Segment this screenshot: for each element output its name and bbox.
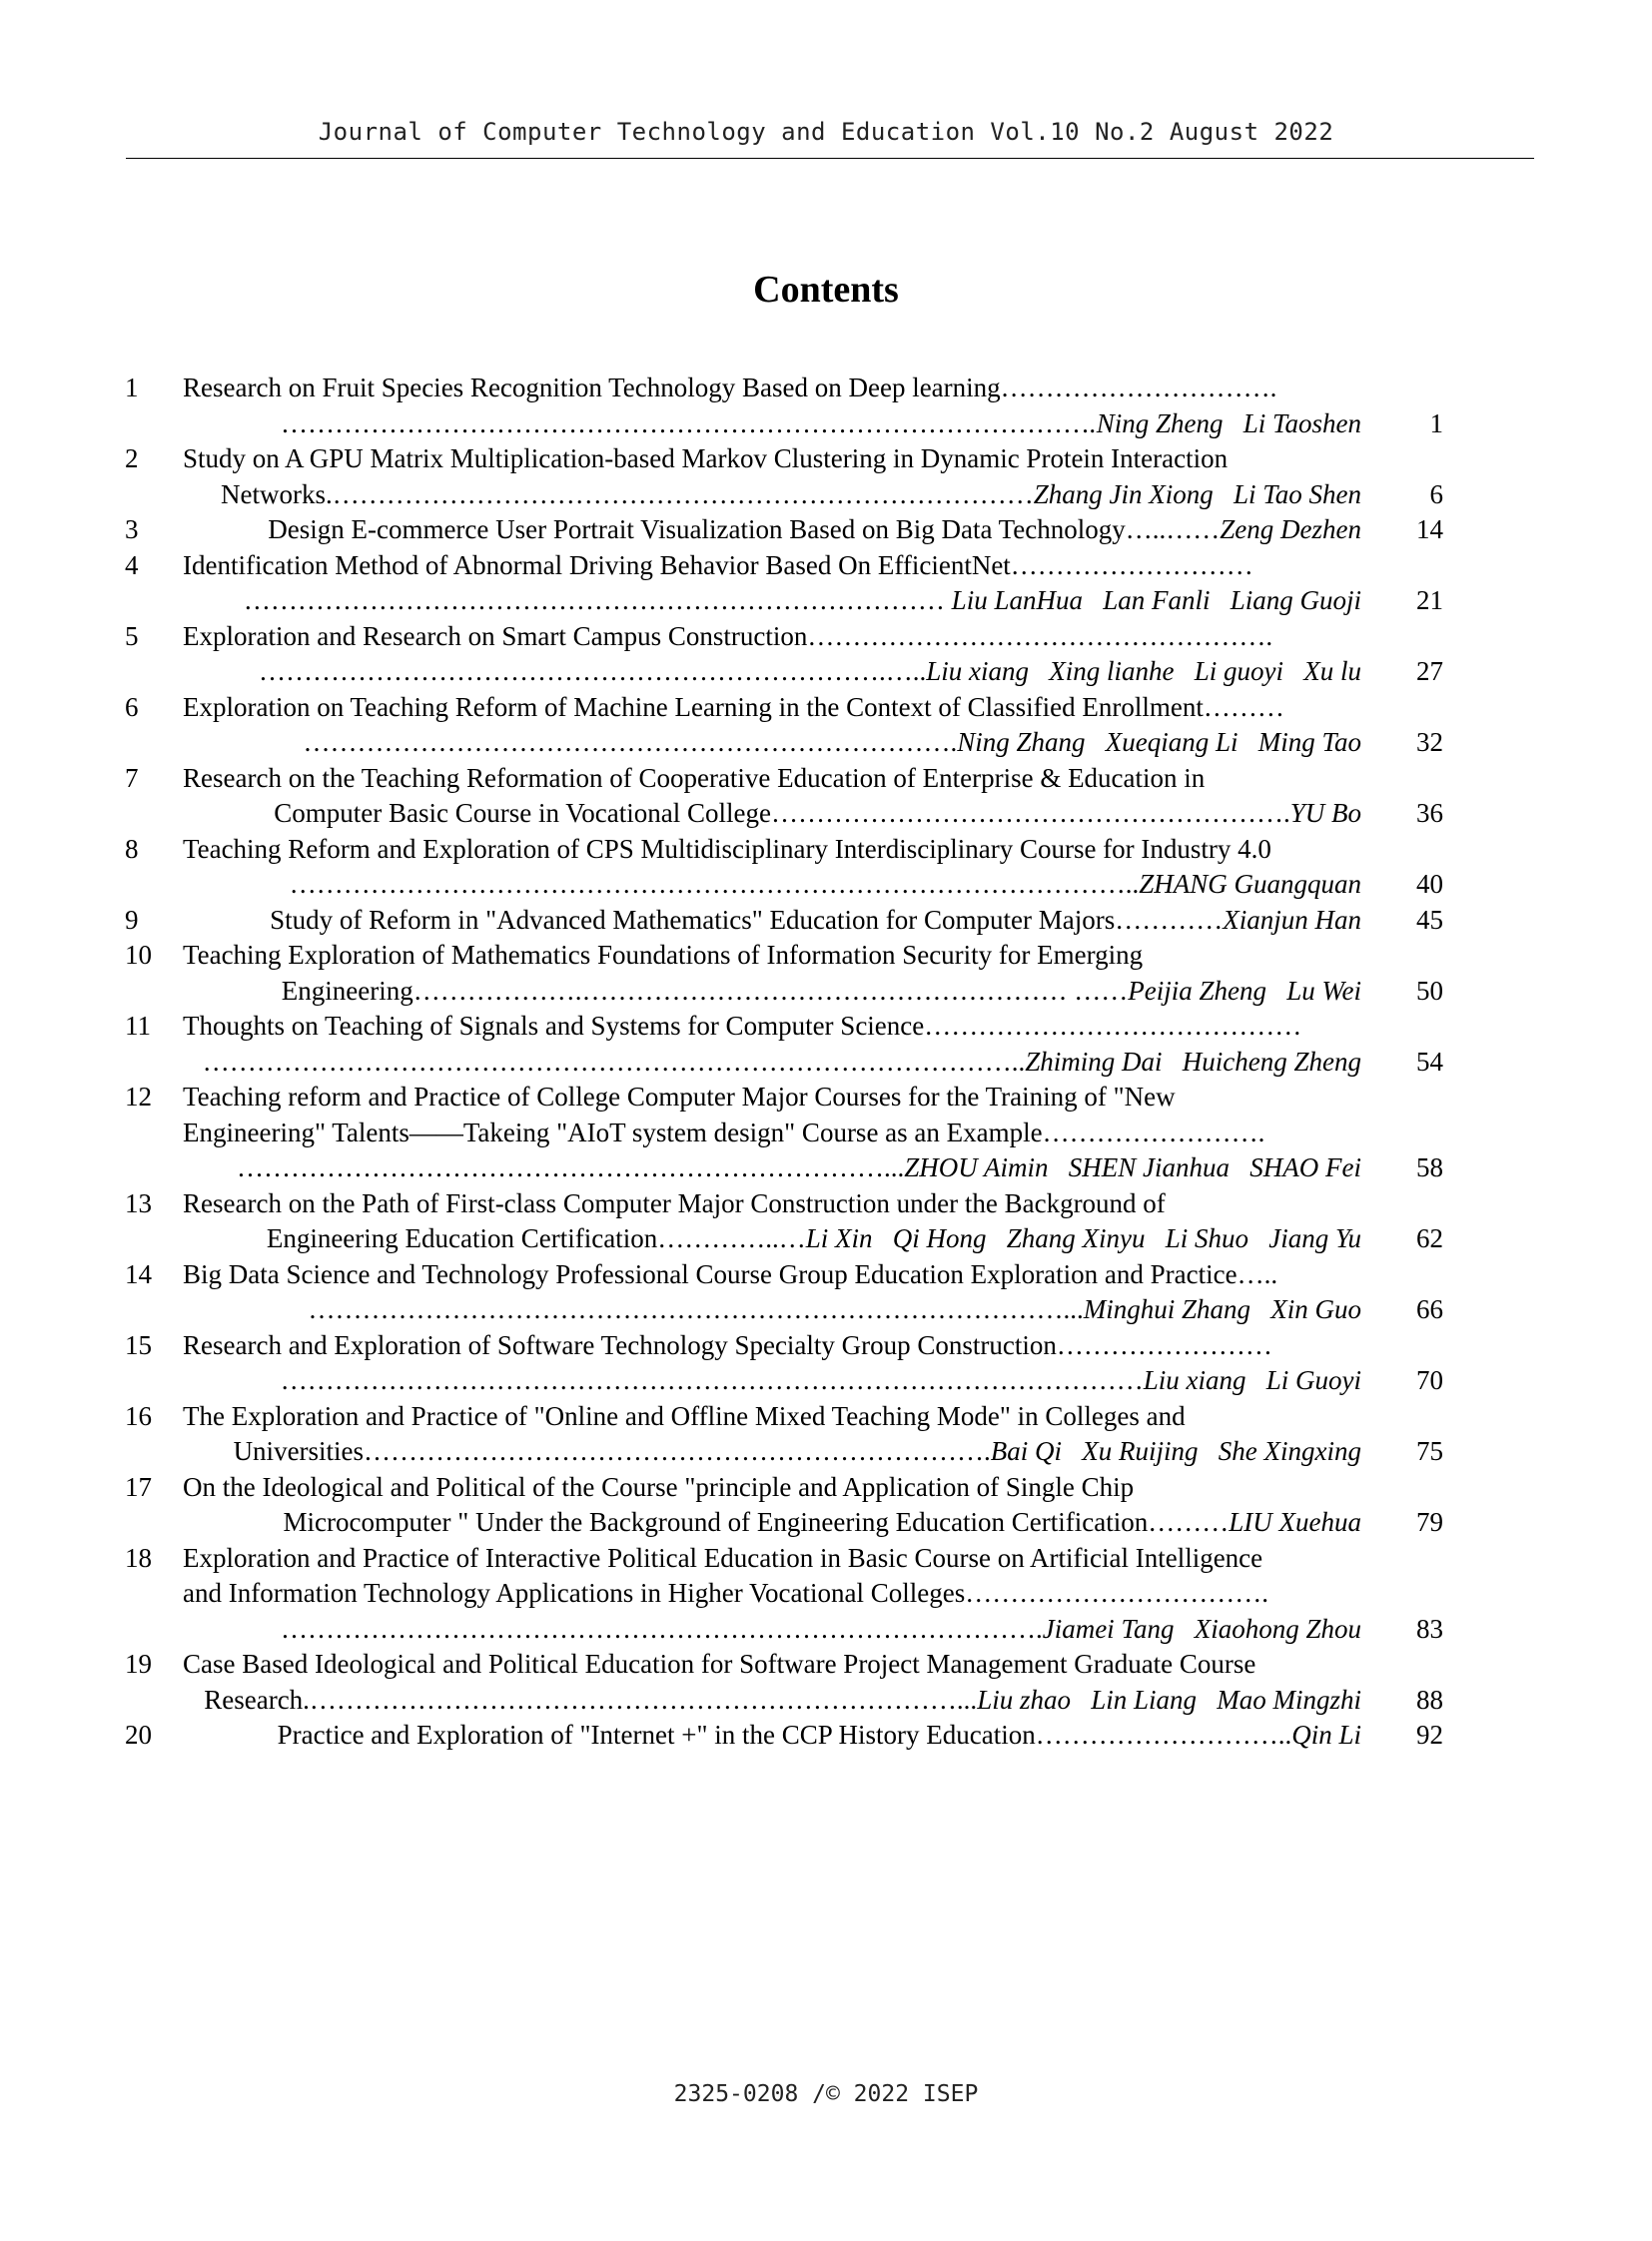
page-footer: 2325-0208 /© 2022 ISEP <box>673 2081 979 2107</box>
toc-entry-final-line <box>125 1505 1443 1541</box>
entry-title-line: and Information Technology Applications in Higher Vocational Colleges……………………………. <box>183 1578 1268 1608</box>
toc-line <box>125 832 1443 868</box>
entry-tail <box>270 903 1361 939</box>
entry-title-tail: ………………………………………………………………. <box>303 727 958 757</box>
entry-title-line: Exploration and Practice of Interactive Political Education in Basic Course on Artificial Intelligence <box>183 1542 1263 1573</box>
entry-page-number: 58 <box>1416 1152 1443 1182</box>
header-rule <box>126 158 1534 159</box>
entry-title-tail: …………………………………………………………………………………… <box>280 1365 1144 1395</box>
entry-tail <box>244 583 1361 619</box>
entry-page-number: 54 <box>1416 1046 1443 1077</box>
entry-authors: Minghui Zhang Xin Guo <box>1083 1294 1361 1324</box>
entry-page-number: 40 <box>1416 869 1443 899</box>
toc-entry-final-line <box>125 1150 1443 1186</box>
entry-number: 9 <box>125 904 139 935</box>
toc-line <box>125 619 1443 655</box>
entry-title-tail: …………………………………………………………….….. <box>259 656 927 686</box>
toc-entry-final-line <box>125 512 1443 548</box>
entry-number: 18 <box>125 1542 152 1573</box>
entry-page-number: 32 <box>1416 727 1443 757</box>
entry-tail <box>234 1434 1361 1470</box>
entry-number: 10 <box>125 940 152 970</box>
entry-authors: YU Bo <box>1289 798 1361 828</box>
toc-line <box>125 938 1443 974</box>
toc-entry-final-line <box>125 903 1443 939</box>
entry-title-tail: Microcomputer " Under the Background of Engineering Education Certification……… <box>283 1507 1230 1537</box>
entry-number: 2 <box>125 443 139 473</box>
entry-page-number: 36 <box>1416 798 1443 828</box>
entry-page-number: 79 <box>1416 1507 1443 1537</box>
toc-line <box>125 1576 1443 1612</box>
entry-number: 1 <box>125 373 139 402</box>
entry-number: 15 <box>125 1329 152 1360</box>
entry-number: 14 <box>125 1258 152 1289</box>
running-head: Journal of Computer Technology and Education Vol.10 No.2 August 2022 <box>318 118 1334 146</box>
toc-entry-final-line <box>125 1221 1443 1257</box>
entry-title-line: Engineering" Talents——Takeing "AIoT system design" Course as an Example……………………. <box>183 1117 1265 1147</box>
entry-title-line: Teaching Reform and Exploration of CPS Multidisciplinary Interdisciplinary Course for Industry 4.0 <box>183 833 1271 864</box>
entry-title-tail: ………………………………………………………………………………….. <box>289 869 1140 899</box>
entry-tail <box>308 1292 1361 1328</box>
toc-entry-final-line <box>125 1363 1443 1399</box>
entry-title-line: On the Ideological and Political of the Course "principle and Application of Single Chip <box>183 1471 1135 1502</box>
toc-line <box>125 1186 1443 1222</box>
toc-entry-final-line <box>125 583 1443 619</box>
entry-tail <box>284 1505 1362 1541</box>
toc-line <box>125 1541 1443 1577</box>
entry-number: 16 <box>125 1400 152 1431</box>
toc-line <box>125 1328 1443 1364</box>
entry-page-number: 14 <box>1416 514 1443 544</box>
entry-authors: Li Xin Qi Hong Zhang Xinyu Li Shuo Jiang Yu <box>805 1223 1361 1253</box>
entry-authors: Liu zhao Lin Liang Mao Mingzhi <box>977 1684 1361 1715</box>
entry-number: 20 <box>125 1720 152 1750</box>
entry-number: 8 <box>125 833 139 864</box>
entry-authors: ZHANG Guangquan <box>1139 869 1361 899</box>
entry-page-number: 92 <box>1416 1720 1443 1750</box>
entry-number: 7 <box>125 762 139 793</box>
entry-title-tail: …………………………………………………………………………. <box>280 1613 1043 1644</box>
entry-title-line: Exploration and Research on Smart Campus Construction……………………………………………. <box>183 620 1273 651</box>
toc-entry-final-line <box>125 796 1443 832</box>
entry-tail <box>278 1718 1361 1754</box>
entry-title-tail: ……………………………………………………………………………….. <box>202 1046 1026 1077</box>
entry-tail <box>204 1683 1361 1719</box>
toc-entry-final-line <box>125 725 1443 761</box>
entry-title-line: Thoughts on Teaching of Signals and Systems for Computer Science…………………………………… <box>183 1011 1302 1041</box>
entry-authors: .Ning Zheng Li Taoshen <box>1089 407 1361 438</box>
entry-tail <box>281 1363 1361 1399</box>
entry-title-tail: Engineering……………….……………………………………………… …… <box>281 975 1129 1006</box>
entry-authors: Ning Zhang Xueqiang Li Ming Tao <box>957 727 1361 757</box>
entry-authors: Jiamei Tang Xiaohong Zhou <box>1042 1613 1361 1644</box>
entry-tail <box>290 867 1361 903</box>
entry-tail <box>281 406 1361 442</box>
entry-number: 19 <box>125 1649 152 1679</box>
toc-line <box>125 371 1443 406</box>
entry-title-tail: Universities……………………………………………………………. <box>233 1436 991 1466</box>
entry-page-number: 62 <box>1416 1223 1443 1253</box>
entry-page-number: 70 <box>1416 1365 1443 1395</box>
entry-title-tail: Research.………………………………………………………………... <box>204 1684 978 1715</box>
toc-line <box>125 761 1443 797</box>
table-of-contents <box>125 371 1443 1754</box>
entry-page-number: 6 <box>1429 478 1443 509</box>
entry-authors: Xianjun Han <box>1223 904 1361 935</box>
entry-authors: Zhang Jin Xiong Li Tao Shen <box>1033 478 1361 509</box>
toc-entry-final-line <box>125 1612 1443 1648</box>
entry-page-number: 66 <box>1416 1294 1443 1324</box>
entry-page-number: 27 <box>1416 656 1443 686</box>
entry-title-line: Study on A GPU Matrix Multiplication-based Markov Clustering in Dynamic Protein Interaction <box>183 443 1229 473</box>
entry-tail <box>237 1150 1361 1186</box>
entry-tail <box>267 1221 1361 1257</box>
entry-authors: Liu LanHua Lan Fanli Liang Guoji <box>944 585 1361 615</box>
entry-number: 6 <box>125 691 139 722</box>
entry-authors: Zhiming Dai Huicheng Zheng <box>1025 1046 1361 1077</box>
toc-line <box>125 1257 1443 1293</box>
entry-title-tail: Networks.…………………………………………………………………… <box>220 478 1034 509</box>
entry-title-line: The Exploration and Practice of "Online and Offline Mixed Teaching Mode" in Colleges and <box>183 1400 1186 1431</box>
entry-authors: LIU Xuehua <box>1229 1507 1361 1537</box>
entry-authors: Bai Qi Xu Ruijing She Xingxing <box>990 1436 1361 1466</box>
entry-authors: Liu xiang Li Guoyi <box>1143 1365 1361 1395</box>
entry-number: 3 <box>125 514 139 544</box>
entry-page-number: 83 <box>1416 1613 1443 1644</box>
toc-entry-final-line <box>125 1292 1443 1328</box>
entry-title-line: Exploration on Teaching Reform of Machine Learning in the Context of Classified Enrollment……… <box>183 691 1284 722</box>
entry-title-line: Teaching Exploration of Mathematics Foundations of Information Security for Emerging <box>183 940 1144 970</box>
entry-title-tail: …………………………………………………………………… <box>243 585 945 615</box>
toc-line <box>125 1647 1443 1683</box>
entry-authors: Zeng Dezhen <box>1220 514 1361 544</box>
toc-entry-final-line <box>125 477 1443 513</box>
toc-line <box>125 1116 1443 1151</box>
entry-page-number: 45 <box>1416 904 1443 935</box>
entry-title-tail: Engineering Education Certification…………..… <box>266 1223 806 1253</box>
entry-tail <box>259 654 1361 690</box>
toc-entry-final-line <box>125 1683 1443 1719</box>
toc-entry-final-line <box>125 1718 1443 1754</box>
toc-line <box>125 1470 1443 1506</box>
entry-title-tail: Study of Reform in "Advanced Mathematics" Education for Computer Majors………… <box>270 904 1224 935</box>
entry-tail <box>274 796 1361 832</box>
entry-tail <box>303 725 1361 761</box>
toc-entry-final-line <box>125 654 1443 690</box>
toc-line <box>125 1080 1443 1116</box>
entry-title-line: Case Based Ideological and Political Education for Software Project Management Graduate Course <box>183 1649 1256 1679</box>
entry-authors: Peijia Zheng Lu Wei <box>1128 975 1361 1006</box>
toc-line <box>125 441 1443 477</box>
entry-title-line: Identification Method of Abnormal Driving Behavior Based On EfficientNet……………………… <box>183 549 1253 580</box>
entry-authors: ZHOU Aimin SHEN Jianhua SHAO Fei <box>904 1152 1361 1182</box>
entry-tail <box>221 477 1361 513</box>
entry-number: 4 <box>125 549 139 580</box>
entry-title-tail: …………………………………………………………………………... <box>308 1294 1084 1324</box>
entry-title-line: Research and Exploration of Software Technology Specialty Group Construction…………………… <box>183 1329 1272 1360</box>
toc-entry-final-line <box>125 406 1443 442</box>
toc-entry-final-line <box>125 1045 1443 1081</box>
entry-number: 5 <box>125 620 139 651</box>
toc-entry-final-line <box>125 1434 1443 1470</box>
entry-title-line: Big Data Science and Technology Professional Course Group Education Exploration and Practice….. <box>183 1258 1278 1289</box>
entry-number: 11 <box>125 1011 151 1041</box>
toc-line <box>125 1009 1443 1045</box>
contents-title: Contents <box>753 269 899 311</box>
entry-tail <box>203 1045 1361 1081</box>
entry-authors: Qin Li <box>1291 1720 1361 1750</box>
entry-title-line: Research on the Path of First-class Computer Major Construction under the Background of <box>183 1187 1166 1218</box>
toc-entry-final-line <box>125 867 1443 903</box>
entry-title-tail: Computer Basic Course in Vocational College…………………………………………………. <box>274 798 1290 828</box>
entry-number: 17 <box>125 1471 152 1502</box>
entry-page-number: 1 <box>1429 407 1443 438</box>
entry-tail <box>268 512 1361 548</box>
entry-number: 12 <box>125 1082 152 1112</box>
entry-title-tail: Practice and Exploration of "Internet +" in the CCP History Education……………………….. <box>277 1720 1292 1750</box>
entry-title-tail: ………………………………………………………………... <box>237 1152 905 1182</box>
toc-line <box>125 690 1443 726</box>
entry-title-line: Teaching reform and Practice of College Computer Major Courses for the Training of "New <box>183 1082 1176 1112</box>
entry-title-line: Research on Fruit Species Recognition Technology Based on Deep learning…………………………. <box>183 373 1277 402</box>
entry-page-number: 21 <box>1416 585 1443 615</box>
entry-page-number: 88 <box>1416 1684 1443 1715</box>
entry-tail <box>281 1612 1361 1648</box>
entry-page-number: 75 <box>1416 1436 1443 1466</box>
entry-tail <box>282 974 1361 1010</box>
entry-title-line: Research on the Teaching Reformation of Cooperative Education of Enterprise & Education in <box>183 762 1206 793</box>
toc-line <box>125 548 1443 584</box>
toc-line <box>125 1399 1443 1435</box>
entry-title-tail: ……………………………………………………………………………… <box>280 407 1090 438</box>
toc-entry-final-line <box>125 974 1443 1010</box>
entry-number: 13 <box>125 1187 152 1218</box>
entry-authors: Liu xiang Xing lianhe Li guoyi Xu lu <box>926 656 1361 686</box>
entry-page-number: 50 <box>1416 975 1443 1006</box>
entry-title-tail: Design E-commerce User Portrait Visualization Based on Big Data Technology…..…… <box>268 514 1221 544</box>
